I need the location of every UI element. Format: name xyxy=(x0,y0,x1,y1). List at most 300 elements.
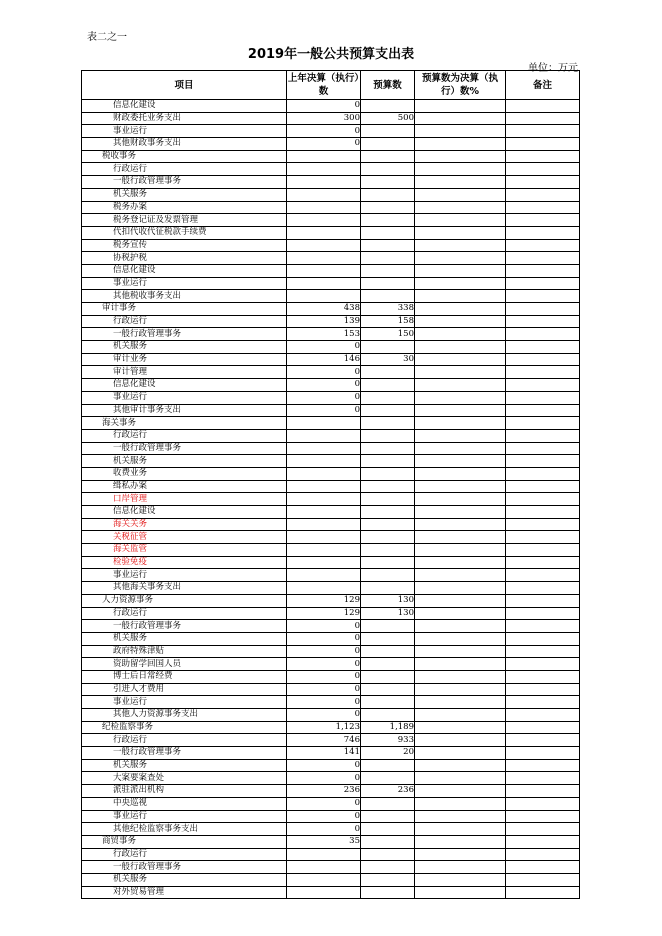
table-row xyxy=(82,531,580,544)
row-ratio xyxy=(415,658,506,671)
row-note xyxy=(506,429,580,442)
row-budget xyxy=(361,645,415,658)
row-prev-actual xyxy=(287,201,361,214)
row-note xyxy=(506,264,580,277)
row-note xyxy=(506,467,580,480)
row-prev-actual xyxy=(287,163,361,176)
row-note xyxy=(506,226,580,239)
row-prev-actual: 746 xyxy=(287,734,361,747)
row-item-name: 机关服务 xyxy=(82,455,287,468)
row-item-name: 行政运行 xyxy=(82,429,287,442)
row-note xyxy=(506,709,580,722)
table-row xyxy=(82,366,580,379)
table-row xyxy=(82,696,580,709)
row-prev-actual: 0 xyxy=(287,632,361,645)
row-note xyxy=(506,531,580,544)
row-budget xyxy=(361,125,415,138)
row-note xyxy=(506,518,580,531)
row-note xyxy=(506,582,580,595)
row-note xyxy=(506,455,580,468)
table-row xyxy=(82,188,580,201)
row-item-name: 事业运行 xyxy=(82,810,287,823)
row-ratio xyxy=(415,315,506,328)
row-item-name: 其他纪检监察事务支出 xyxy=(82,823,287,836)
row-item-name: 其他人力资源事务支出 xyxy=(82,709,287,722)
table-row xyxy=(82,480,580,493)
row-budget xyxy=(361,797,415,810)
row-budget xyxy=(361,264,415,277)
table-row xyxy=(82,861,580,874)
row-ratio xyxy=(415,835,506,848)
table-row xyxy=(82,797,580,810)
row-item-name: 税务登记证及发票管理 xyxy=(82,214,287,227)
table-row xyxy=(82,658,580,671)
table-row xyxy=(82,620,580,633)
row-budget: 20 xyxy=(361,747,415,760)
row-budget xyxy=(361,544,415,557)
row-budget xyxy=(361,163,415,176)
row-ratio xyxy=(415,734,506,747)
row-item-name: 海关事务 xyxy=(82,417,287,430)
table-row xyxy=(82,455,580,468)
row-ratio xyxy=(415,632,506,645)
row-item-name: 一般行政管理事务 xyxy=(82,747,287,760)
row-ratio xyxy=(415,772,506,785)
table-row xyxy=(82,683,580,696)
row-item-name: 机关服务 xyxy=(82,759,287,772)
row-item-name: 其他税收事务支出 xyxy=(82,290,287,303)
row-budget: 500 xyxy=(361,112,415,125)
row-item-name: 机关服务 xyxy=(82,341,287,354)
row-ratio xyxy=(415,138,506,151)
row-budget xyxy=(361,429,415,442)
row-note xyxy=(506,404,580,417)
row-ratio xyxy=(415,404,506,417)
row-item-name: 行政运行 xyxy=(82,848,287,861)
row-item-name: 机关服务 xyxy=(82,188,287,201)
row-item-name: 一般行政管理事务 xyxy=(82,620,287,633)
row-note xyxy=(506,417,580,430)
row-note xyxy=(506,277,580,290)
row-prev-actual xyxy=(287,214,361,227)
row-ratio xyxy=(415,328,506,341)
row-note xyxy=(506,341,580,354)
row-item-name: 政府特殊津贴 xyxy=(82,645,287,658)
row-prev-actual xyxy=(287,493,361,506)
table-row xyxy=(82,772,580,785)
table-row xyxy=(82,379,580,392)
row-prev-actual xyxy=(287,455,361,468)
row-ratio xyxy=(415,239,506,252)
row-note xyxy=(506,201,580,214)
table-row xyxy=(82,848,580,861)
row-ratio xyxy=(415,506,506,519)
table-row xyxy=(82,353,580,366)
row-prev-actual: 0 xyxy=(287,810,361,823)
row-budget xyxy=(361,290,415,303)
row-ratio xyxy=(415,252,506,265)
table-body xyxy=(82,100,580,899)
row-prev-actual: 0 xyxy=(287,797,361,810)
row-prev-actual: 0 xyxy=(287,391,361,404)
row-prev-actual xyxy=(287,480,361,493)
row-note xyxy=(506,544,580,557)
row-note xyxy=(506,835,580,848)
row-item-name: 事业运行 xyxy=(82,125,287,138)
row-budget: 30 xyxy=(361,353,415,366)
row-note xyxy=(506,379,580,392)
row-budget xyxy=(361,467,415,480)
row-budget xyxy=(361,226,415,239)
row-ratio xyxy=(415,429,506,442)
table-row xyxy=(82,506,580,519)
row-note xyxy=(506,556,580,569)
row-ratio xyxy=(415,150,506,163)
row-item-name: 行政运行 xyxy=(82,163,287,176)
table-row xyxy=(82,607,580,620)
table-row xyxy=(82,138,580,151)
table-row xyxy=(82,544,580,557)
table-row xyxy=(82,112,580,125)
row-ratio xyxy=(415,556,506,569)
row-ratio xyxy=(415,480,506,493)
row-item-name: 审计事务 xyxy=(82,303,287,316)
row-budget: 158 xyxy=(361,315,415,328)
row-item-name: 事业运行 xyxy=(82,391,287,404)
row-ratio xyxy=(415,785,506,798)
table-row xyxy=(82,341,580,354)
row-ratio xyxy=(415,264,506,277)
row-item-name: 一般行政管理事务 xyxy=(82,328,287,341)
row-note xyxy=(506,112,580,125)
row-note xyxy=(506,747,580,760)
row-budget xyxy=(361,417,415,430)
row-note xyxy=(506,328,580,341)
row-item-name: 缉私办案 xyxy=(82,480,287,493)
row-note xyxy=(506,886,580,899)
row-prev-actual: 0 xyxy=(287,620,361,633)
row-prev-actual xyxy=(287,442,361,455)
row-item-name: 信息化建设 xyxy=(82,379,287,392)
row-prev-actual: 438 xyxy=(287,303,361,316)
table-row xyxy=(82,835,580,848)
row-item-name: 机关服务 xyxy=(82,632,287,645)
row-budget xyxy=(361,201,415,214)
row-item-name: 其他海关事务支出 xyxy=(82,582,287,595)
row-item-name: 税收事务 xyxy=(82,150,287,163)
row-ratio xyxy=(415,518,506,531)
table-row xyxy=(82,442,580,455)
row-prev-actual xyxy=(287,518,361,531)
table-row xyxy=(82,645,580,658)
row-prev-actual: 0 xyxy=(287,823,361,836)
row-prev-actual xyxy=(287,582,361,595)
row-prev-actual: 0 xyxy=(287,759,361,772)
row-ratio xyxy=(415,493,506,506)
row-note xyxy=(506,188,580,201)
row-budget xyxy=(361,848,415,861)
row-budget xyxy=(361,683,415,696)
row-budget xyxy=(361,886,415,899)
row-budget xyxy=(361,455,415,468)
row-prev-actual: 0 xyxy=(287,658,361,671)
row-note xyxy=(506,721,580,734)
row-ratio xyxy=(415,455,506,468)
row-ratio xyxy=(415,683,506,696)
table-row xyxy=(82,163,580,176)
row-prev-actual xyxy=(287,188,361,201)
row-ratio xyxy=(415,848,506,861)
row-budget: 236 xyxy=(361,785,415,798)
row-note xyxy=(506,214,580,227)
row-item-name: 税务办案 xyxy=(82,201,287,214)
table-row xyxy=(82,176,580,189)
table-row xyxy=(82,125,580,138)
row-prev-actual xyxy=(287,429,361,442)
row-budget xyxy=(361,582,415,595)
row-item-name: 一般行政管理事务 xyxy=(82,176,287,189)
table-row xyxy=(82,582,580,595)
row-note xyxy=(506,163,580,176)
row-item-name: 口岸管理 xyxy=(82,493,287,506)
row-item-name: 一般行政管理事务 xyxy=(82,861,287,874)
row-ratio xyxy=(415,645,506,658)
row-note xyxy=(506,607,580,620)
table-row xyxy=(82,277,580,290)
row-prev-actual: 141 xyxy=(287,747,361,760)
row-item-name: 大案要案查处 xyxy=(82,772,287,785)
row-ratio xyxy=(415,290,506,303)
table-row xyxy=(82,670,580,683)
row-prev-actual xyxy=(287,569,361,582)
row-prev-actual xyxy=(287,556,361,569)
row-budget xyxy=(361,379,415,392)
row-ratio xyxy=(415,721,506,734)
row-prev-actual xyxy=(287,264,361,277)
row-item-name: 信息化建设 xyxy=(82,100,287,113)
row-budget xyxy=(361,138,415,151)
row-ratio xyxy=(415,341,506,354)
table-row xyxy=(82,709,580,722)
row-ratio xyxy=(415,544,506,557)
row-prev-actual xyxy=(287,848,361,861)
row-prev-actual xyxy=(287,252,361,265)
row-item-name: 事业运行 xyxy=(82,569,287,582)
row-ratio xyxy=(415,125,506,138)
header-row xyxy=(82,71,580,100)
row-item-name: 其他财政事务支出 xyxy=(82,138,287,151)
table-row xyxy=(82,518,580,531)
row-budget xyxy=(361,277,415,290)
row-item-name: 代扣代收代征税款手续费 xyxy=(82,226,287,239)
row-note xyxy=(506,353,580,366)
row-note xyxy=(506,493,580,506)
row-ratio xyxy=(415,201,506,214)
row-ratio xyxy=(415,467,506,480)
table-row xyxy=(82,417,580,430)
row-budget: 338 xyxy=(361,303,415,316)
row-prev-actual: 35 xyxy=(287,835,361,848)
row-ratio xyxy=(415,797,506,810)
row-prev-actual: 0 xyxy=(287,138,361,151)
table-row xyxy=(82,569,580,582)
table-row xyxy=(82,315,580,328)
row-budget xyxy=(361,214,415,227)
row-note xyxy=(506,442,580,455)
row-item-name: 纪检监察事务 xyxy=(82,721,287,734)
row-budget: 1,189 xyxy=(361,721,415,734)
row-ratio xyxy=(415,810,506,823)
row-note xyxy=(506,100,580,113)
row-budget xyxy=(361,696,415,709)
row-ratio xyxy=(415,696,506,709)
row-ratio xyxy=(415,303,506,316)
row-ratio xyxy=(415,759,506,772)
row-item-name: 其他审计事务支出 xyxy=(82,404,287,417)
row-prev-actual: 129 xyxy=(287,594,361,607)
row-ratio xyxy=(415,620,506,633)
row-note xyxy=(506,873,580,886)
row-budget xyxy=(361,531,415,544)
row-budget xyxy=(361,569,415,582)
row-prev-actual: 129 xyxy=(287,607,361,620)
table-row xyxy=(82,556,580,569)
row-ratio xyxy=(415,214,506,227)
row-prev-actual: 0 xyxy=(287,645,361,658)
row-ratio xyxy=(415,226,506,239)
page-title: 2019年一般公共预算支出表 xyxy=(247,47,415,62)
budget-table xyxy=(81,70,580,899)
row-prev-actual xyxy=(287,226,361,239)
row-prev-actual: 300 xyxy=(287,112,361,125)
row-budget xyxy=(361,518,415,531)
row-prev-actual xyxy=(287,873,361,886)
row-prev-actual xyxy=(287,417,361,430)
row-budget xyxy=(361,493,415,506)
row-note xyxy=(506,772,580,785)
row-ratio xyxy=(415,379,506,392)
row-item-name: 财政委托业务支出 xyxy=(82,112,287,125)
row-prev-actual xyxy=(287,176,361,189)
row-item-name: 一般行政管理事务 xyxy=(82,442,287,455)
row-ratio xyxy=(415,100,506,113)
row-prev-actual xyxy=(287,277,361,290)
table-row xyxy=(82,290,580,303)
row-prev-actual: 0 xyxy=(287,683,361,696)
row-ratio xyxy=(415,531,506,544)
row-item-name: 引进人才费用 xyxy=(82,683,287,696)
row-budget xyxy=(361,239,415,252)
table-row xyxy=(82,823,580,836)
row-prev-actual: 153 xyxy=(287,328,361,341)
row-item-name: 行政运行 xyxy=(82,734,287,747)
row-budget xyxy=(361,176,415,189)
row-item-name: 人力资源事务 xyxy=(82,594,287,607)
row-item-name: 收费业务 xyxy=(82,467,287,480)
row-prev-actual: 0 xyxy=(287,404,361,417)
row-prev-actual xyxy=(287,886,361,899)
row-note xyxy=(506,810,580,823)
table-row xyxy=(82,810,580,823)
row-budget xyxy=(361,100,415,113)
row-ratio xyxy=(415,163,506,176)
row-prev-actual: 0 xyxy=(287,366,361,379)
row-note xyxy=(506,252,580,265)
row-budget: 130 xyxy=(361,594,415,607)
row-item-name: 商贸事务 xyxy=(82,835,287,848)
row-ratio xyxy=(415,582,506,595)
table-row xyxy=(82,239,580,252)
row-note xyxy=(506,658,580,671)
row-ratio xyxy=(415,709,506,722)
row-item-name: 协税护税 xyxy=(82,252,287,265)
row-note xyxy=(506,391,580,404)
table-row xyxy=(82,391,580,404)
table-row xyxy=(82,264,580,277)
row-budget: 130 xyxy=(361,607,415,620)
row-prev-actual: 139 xyxy=(287,315,361,328)
row-prev-actual xyxy=(287,861,361,874)
table-row xyxy=(82,429,580,442)
row-budget xyxy=(361,506,415,519)
row-note xyxy=(506,125,580,138)
row-budget xyxy=(361,772,415,785)
row-item-name: 行政运行 xyxy=(82,315,287,328)
header-budget: 预算数 xyxy=(361,71,415,100)
row-prev-actual xyxy=(287,239,361,252)
row-budget xyxy=(361,632,415,645)
row-prev-actual xyxy=(287,544,361,557)
row-budget xyxy=(361,404,415,417)
header-ratio: 预算数为决算（执行）数% xyxy=(415,71,506,100)
row-budget xyxy=(361,480,415,493)
row-ratio xyxy=(415,607,506,620)
row-ratio xyxy=(415,861,506,874)
row-note xyxy=(506,239,580,252)
row-prev-actual: 146 xyxy=(287,353,361,366)
row-ratio xyxy=(415,442,506,455)
row-note xyxy=(506,670,580,683)
row-note xyxy=(506,861,580,874)
row-note xyxy=(506,632,580,645)
row-ratio xyxy=(415,188,506,201)
table-row xyxy=(82,214,580,227)
row-budget xyxy=(361,556,415,569)
table-row xyxy=(82,328,580,341)
row-item-name: 机关服务 xyxy=(82,873,287,886)
row-item-name: 关税征管 xyxy=(82,531,287,544)
row-budget xyxy=(361,861,415,874)
row-prev-actual xyxy=(287,467,361,480)
row-note xyxy=(506,506,580,519)
row-note xyxy=(506,645,580,658)
row-item-name: 博士后日常经费 xyxy=(82,670,287,683)
row-note xyxy=(506,366,580,379)
row-budget xyxy=(361,442,415,455)
row-item-name: 中央巡视 xyxy=(82,797,287,810)
row-prev-actual: 0 xyxy=(287,696,361,709)
row-ratio xyxy=(415,670,506,683)
row-note xyxy=(506,150,580,163)
row-prev-actual xyxy=(287,506,361,519)
row-ratio xyxy=(415,277,506,290)
row-note xyxy=(506,138,580,151)
row-item-name: 审计业务 xyxy=(82,353,287,366)
row-prev-actual: 0 xyxy=(287,670,361,683)
row-item-name: 信息化建设 xyxy=(82,264,287,277)
row-budget xyxy=(361,188,415,201)
table-row xyxy=(82,747,580,760)
